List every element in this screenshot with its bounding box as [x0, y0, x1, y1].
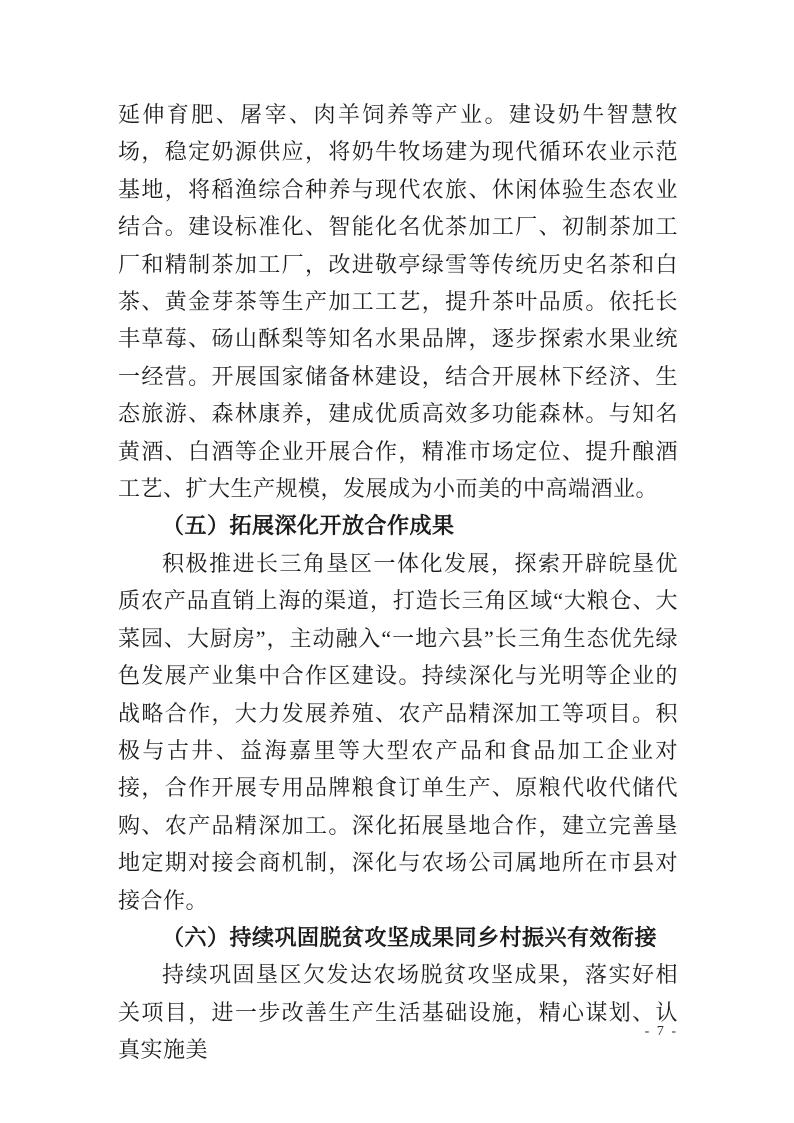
page-body	[118, 96, 678, 1069]
page-number: - 7 -	[644, 1024, 678, 1039]
section-heading-5: （五）拓展深化开放合作成果	[162, 513, 455, 539]
paragraph-section-6: 持续巩固垦区欠发达农场脱贫攻坚成果，落实好相关项目，进一步改善生产生活基础设施，精心谋划、认真实施美	[118, 962, 678, 1063]
section-heading-6: （六）持续巩固脱贫攻坚成果同乡村振兴有效衔接	[162, 924, 658, 950]
paragraph-section-5: 积极推进长三角垦区一体化发展，探索开辟皖垦优质农产品直销上海的渠道，打造长三角区域“大粮仓、大菜园、大厨房”，主动融入“一地六县”长三角生态优先绿色发展产业集中合作区建设。持续深化与光明等企业的战略合作，大力发展养殖、农产品精深加工等项目。积极与古井、益海嘉里等大型农产品和食品加工企业对接，合作开展专用品牌粮食订单生产、原粮代收代储代购、农产品精深加工。深化拓展垦地合作，建立完善垦地定期对接会商机制，深化与农场公司属地所在市县对接合作。	[118, 550, 678, 913]
page-footer	[118, 1024, 678, 1040]
paragraph-continued-from-previous-page: 延伸育肥、屠宰、肉羊饲养等产业。建设奶牛智慧牧场，稳定奶源供应，将奶牛牧场建为现代循环农业示范基地，将稻渔综合种养与现代农旅、休闲体验生态农业结合。建设标准化、智能化名优茶加工厂、初制茶加工厂和精制茶加工厂，改进敬亭绿雪等传统历史名茶和白茶、黄金芽茶等生产加工工艺，提升茶叶品质。依托长丰草莓、砀山酥梨等知名水果品牌，逐步探索水果业统一经营。开展国家储备林建设，结合开展林下经济、生态旅游、森林康养，建成优质高效多功能森林。与知名黄酒、白酒等企业开展合作，精准市场定位、提升酿酒工艺、扩大生产规模，发展成为小而美的中高端酒业。	[118, 102, 678, 502]
